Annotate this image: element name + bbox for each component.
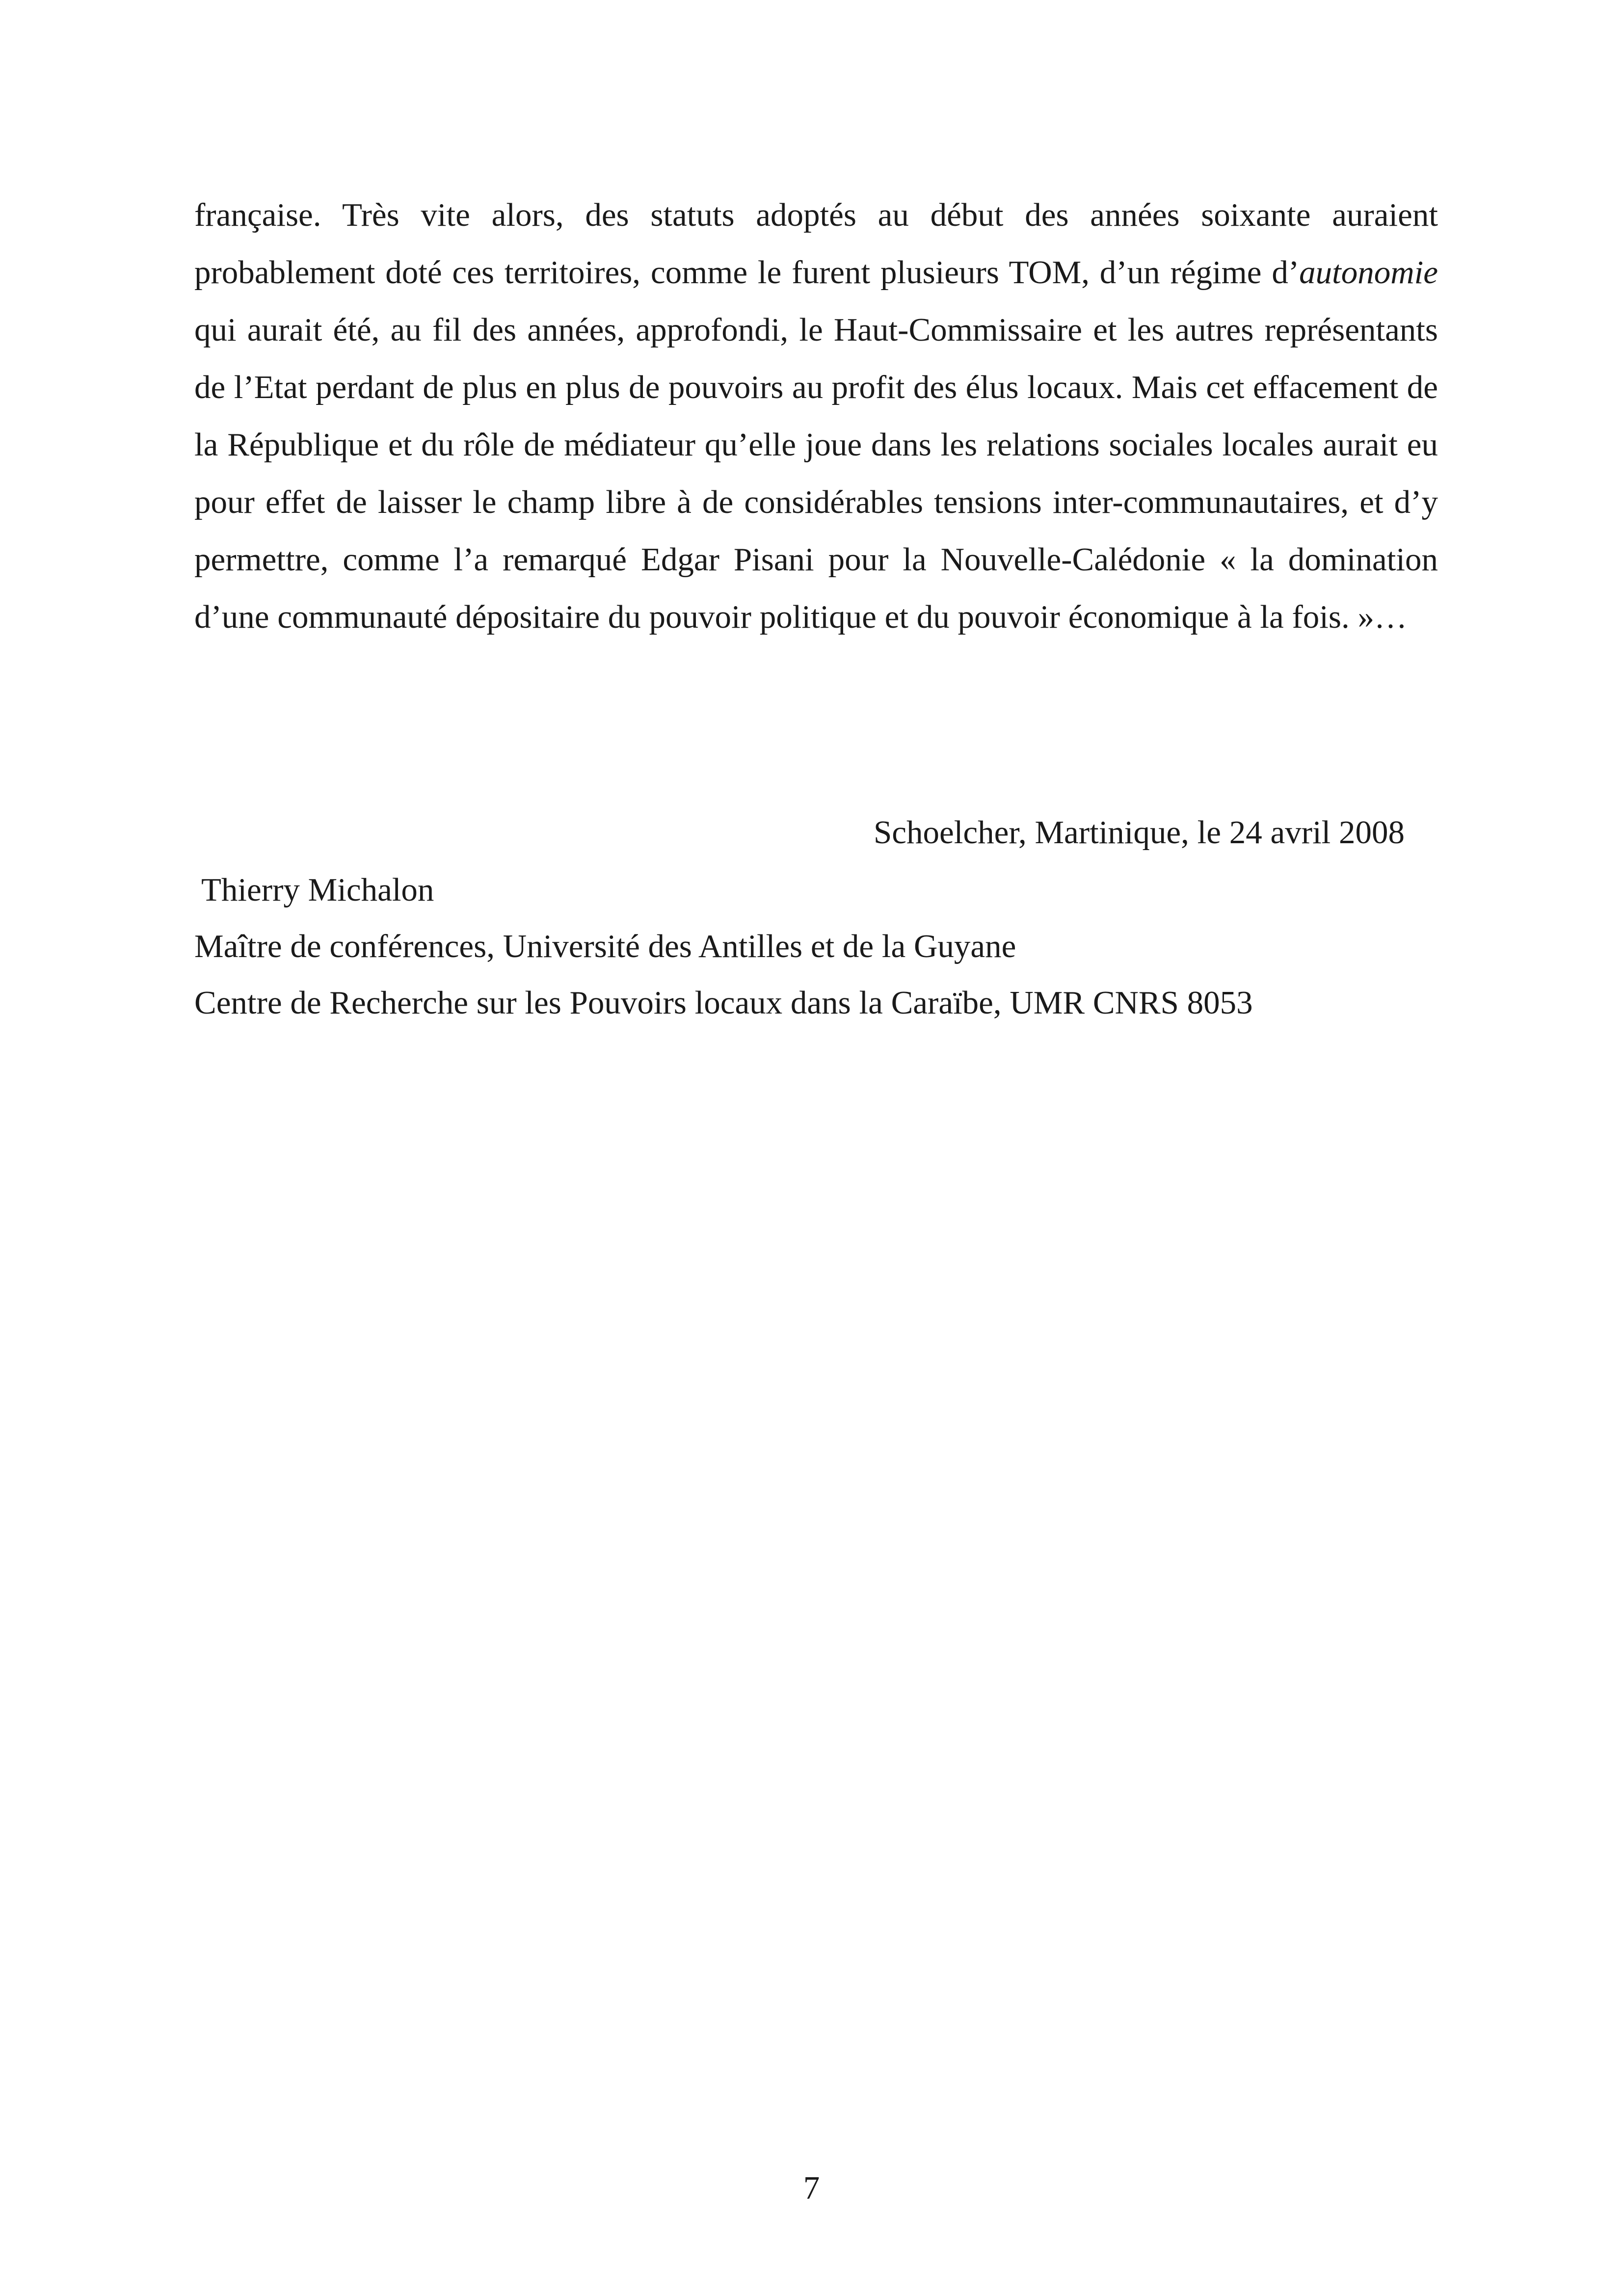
italic-word-autonomie: autonomie: [1299, 254, 1438, 291]
paragraph-line-1: française. Très vite alors, des statuts adoptés au début des années soixante auraient: [194, 197, 1438, 233]
author-name: Thierry Michalon: [201, 872, 434, 908]
place-and-date: Schoelcher, Martinique, le 24 avril 2008: [874, 814, 1405, 851]
paragraph-line-8: d’une communauté dépositaire du pouvoir politique et du pouvoir économique à la fois. »…: [194, 599, 1407, 635]
page-number: 7: [803, 2170, 820, 2206]
body-paragraph: [194, 187, 1438, 646]
paragraph-line-7: permettre, comme l’a remarqué Edgar Pisani pour la Nouvelle-Calédonie « la domination: [194, 541, 1438, 578]
paragraph-line-3: qui aurait été, au fil des années, approfondi, le Haut-Commissaire et les autres représentants: [194, 312, 1438, 348]
paragraph-line-4: de l’Etat perdant de plus en plus de pouvoirs au profit des élus locaux. Mais cet effacement de: [194, 369, 1438, 405]
paragraph-line-2: [194, 244, 1438, 301]
paragraph-line-2-text: probablement doté ces territoires, comme le furent plusieurs TOM, d’un régime d’: [194, 254, 1300, 291]
research-center: Centre de Recherche sur les Pouvoirs locaux dans la Caraïbe, UMR CNRS 8053: [194, 985, 1253, 1021]
author-title: Maître de conférences, Université des Antilles et de la Guyane: [194, 928, 1016, 964]
paragraph-line-5: la République et du rôle de médiateur qu’elle joue dans les relations sociales locales aurait eu: [194, 427, 1438, 463]
paragraph-line-6: pour effet de laisser le champ libre à de considérables tensions inter-communautaires, et d’y: [194, 484, 1438, 520]
